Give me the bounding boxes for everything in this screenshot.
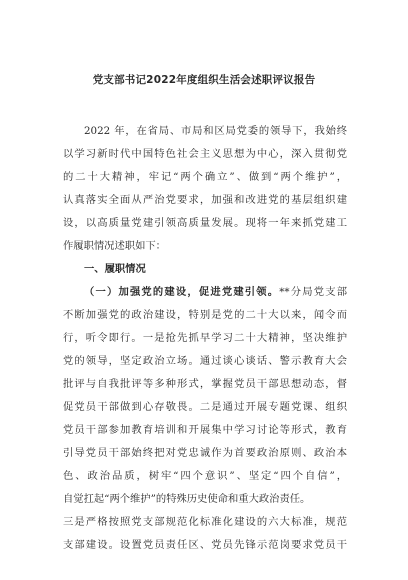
subsection-text: **分局党支部 <box>279 286 347 298</box>
body-line: 三是严格按照党支部规范化标准化建设的六大标准，规范 <box>63 516 347 528</box>
body-line: 批评与自我批评等多种形式，掌握党员干部思想动态，督 <box>63 378 347 390</box>
body-line: 党员干部参加教育培训和开展集中学习讨论等形式，教育 <box>63 424 347 436</box>
intro-line: 设，以高质量党建引领高质量发展。现将一年来抓党建工 <box>63 217 347 229</box>
body-line: 行，听令即行。一是抢先抓早学习二十大精神，坚决维护 <box>63 332 347 344</box>
body-line: 促党员干部做到心存敬畏。二是通过开展专题党课、组织 <box>63 401 347 413</box>
intro-line: 以学习新时代中国特色社会主义思想为中心，深入贯彻党 <box>63 148 347 160</box>
subsection-first-line <box>84 283 347 298</box>
body-line: 自觉扛起“两个维护”的特殊历史使命和重大政治责任。 <box>63 493 311 505</box>
section-heading: 一、履职情况 <box>84 263 146 275</box>
intro-line: 2022 年，在省局、市局和区局党委的领导下，我始终 <box>84 125 347 137</box>
subsection-heading: （一）加强党的建设，促进党建引领。 <box>84 286 280 298</box>
body-line: 不断加强党的政治建设，特别是党的二十大以来，闻令而 <box>63 309 347 321</box>
body-line: 引导党员干部始终把对党忠诚作为首要政治原则、政治本 <box>63 447 347 459</box>
body-line: 色、政治品质，树牢“四个意识”、坚定“四个自信”， <box>63 470 347 482</box>
document-title: 党支部书记2022年度组织生活会述职评议报告 <box>92 74 316 86</box>
body-line: 支部建设。设置党员责任区、党员先锋示范岗要求党员干 <box>63 539 347 551</box>
intro-line: 认真落实全面从严治党要求，加强和改进党的基层组织建 <box>63 194 347 206</box>
intro-line: 作履职情况述职如下： <box>63 240 166 252</box>
body-line: 党的领导，坚定政治立场。通过谈心谈话、警示教育大会 <box>63 355 347 367</box>
intro-line: 的二十大精神，牢记“两个确立”、做到“两个维护”， <box>63 171 347 183</box>
